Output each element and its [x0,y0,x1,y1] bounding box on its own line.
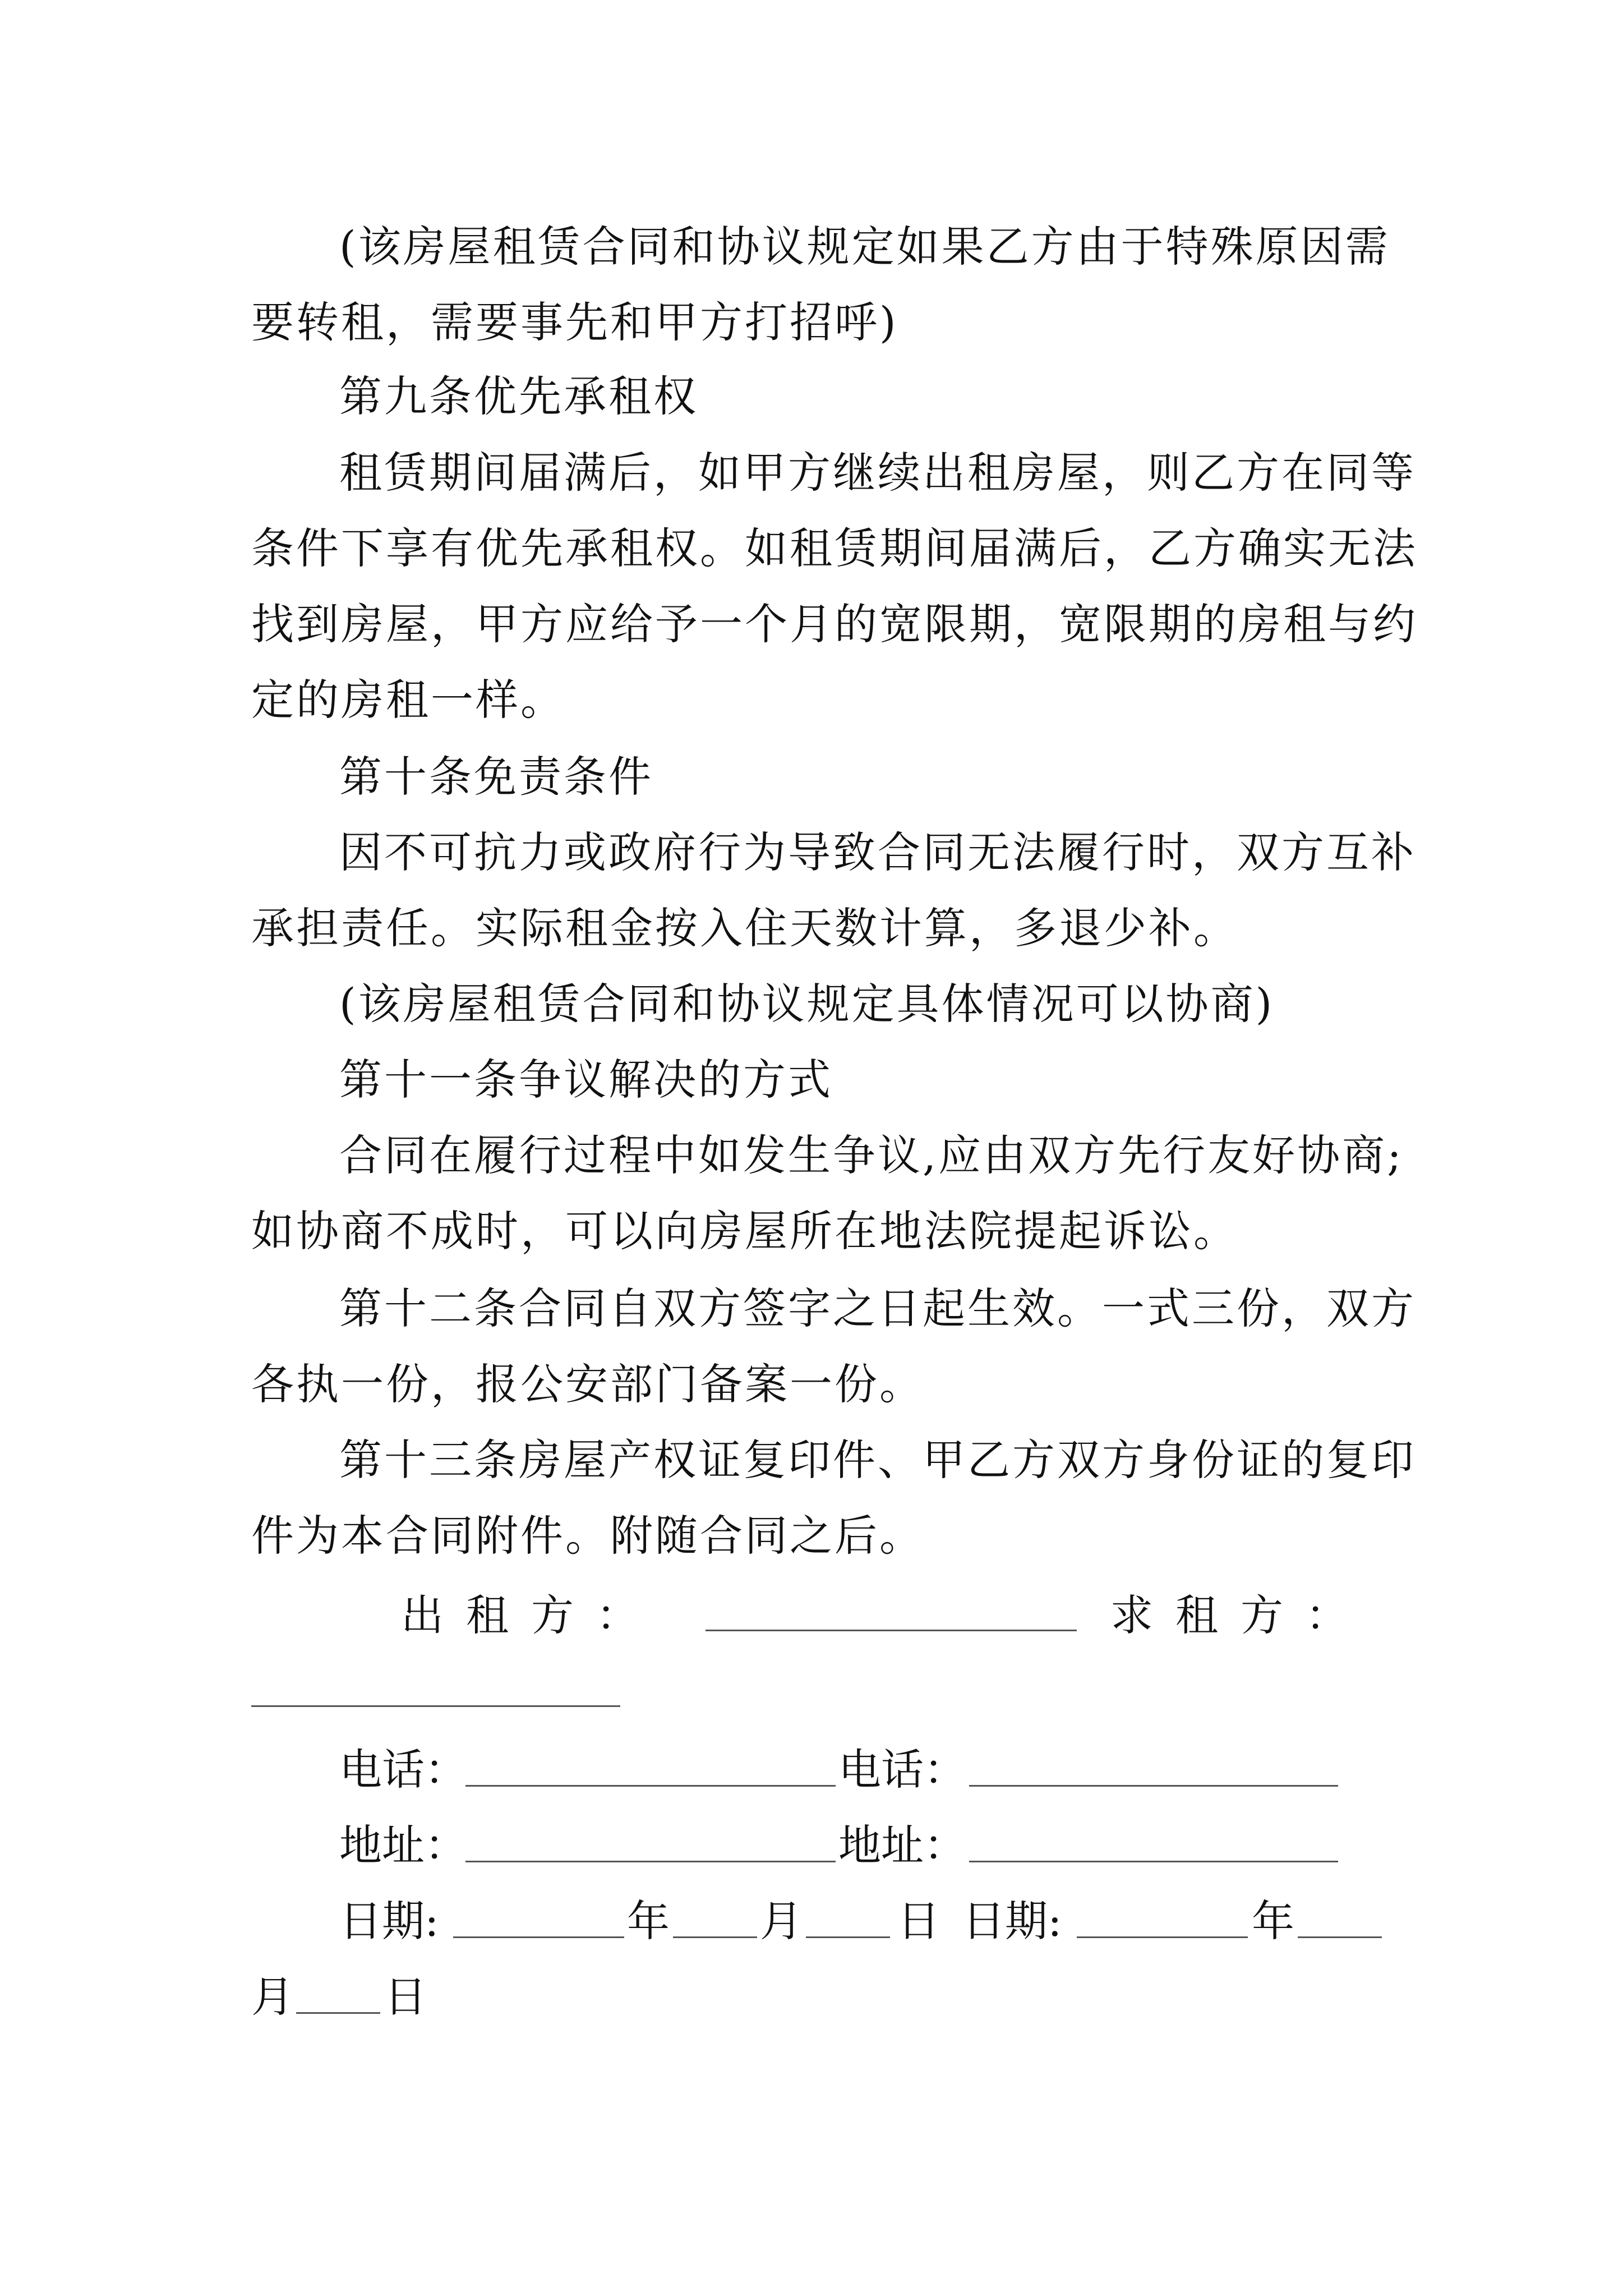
month-label-lessee: 月 [251,1972,294,2022]
address-label-lessor: 地址： [339,1820,467,1870]
address-line-lessee[interactable] [969,1861,1338,1862]
address-line-lessor[interactable] [465,1861,836,1862]
phone-line-lessee[interactable] [969,1785,1338,1787]
article-9-title: 第九条优先承租权 [339,371,698,421]
date-day-line-lessor[interactable] [806,1936,890,1938]
date-month-line-lessor[interactable] [673,1936,757,1938]
date-label-lessor: 日期: [339,1896,439,1946]
phone-line-lessor[interactable] [465,1785,836,1787]
date-month-line-lessee[interactable] [1298,1936,1382,1938]
day-label-lessee: 日 [384,1972,427,2022]
article-12-line-2: 各执一份，报公安部门备案一份。 [251,1359,924,1409]
year-label-lessee: 年 [1252,1896,1294,1946]
date-year-line-lessee[interactable] [1077,1936,1248,1938]
year-label-lessor: 年 [627,1896,670,1946]
phone-label-lessee: 电话： [838,1745,966,1795]
date-year-line-lessor[interactable] [453,1936,624,1938]
lessor-label: 出租方： [401,1590,661,1640]
lessee-signature-line[interactable] [251,1705,620,1707]
article-9-line-2: 条件下享有优先承租权。如租赁期间届满后，乙方确实无法 [251,523,1418,573]
lessor-signature-line[interactable] [706,1630,1077,1631]
note-negotiation: (该房屋租赁合同和协议规定具体情况可以协商) [339,979,1275,1029]
address-label-lessee: 地址： [838,1820,966,1870]
article-11-line-1: 合同在履行过程中如发生争议,应由双方先行友好协商; [339,1130,1404,1180]
article-13-line-2: 件为本合同附件。附随合同之后。 [251,1511,924,1561]
article-10-line-1: 因不可抗力或政府行为导致合同无法履行时，双方互补 [339,827,1416,877]
lessee-label: 求租方： [1110,1590,1371,1640]
article-13-line-1: 第十三条房屋产权证复印件、甲乙方双方身份证的复印 [339,1435,1416,1485]
article-11-line-2: 如协商不成时，可以向房屋所在地法院提起诉讼。 [251,1206,1238,1256]
day-label-lessor: 日 [897,1896,940,1946]
date-day-line-lessee[interactable] [296,2012,380,2014]
article-9-line-3: 找到房屋，甲方应给予一个月的宽限期，宽限期的房租与约 [251,599,1418,649]
article-11-title: 第十一条争议解决的方式 [339,1055,833,1105]
date-label-lessee: 日期: [962,1896,1062,1946]
note-sublease-line-1: (该房屋租赁合同和协议规定如果乙方由于特殊原因需 [339,222,1390,272]
note-sublease-line-2: 要转租，需要事先和甲方打招呼) [251,297,898,347]
month-label-lessor: 月 [760,1896,803,1946]
article-10-title: 第十条免责条件 [339,752,653,802]
article-9-line-1: 租赁期间届满后，如甲方继续出租房屋，则乙方在同等 [339,448,1416,498]
article-9-line-4: 定的房租一样。 [251,675,565,725]
phone-label-lessor: 电话： [339,1745,467,1795]
article-12-line-1: 第十二条合同自双方签字之日起生效。一式三份，双方 [339,1283,1416,1333]
article-10-line-2: 承担责任。实际租金按入住天数计算，多退少补。 [251,903,1238,953]
